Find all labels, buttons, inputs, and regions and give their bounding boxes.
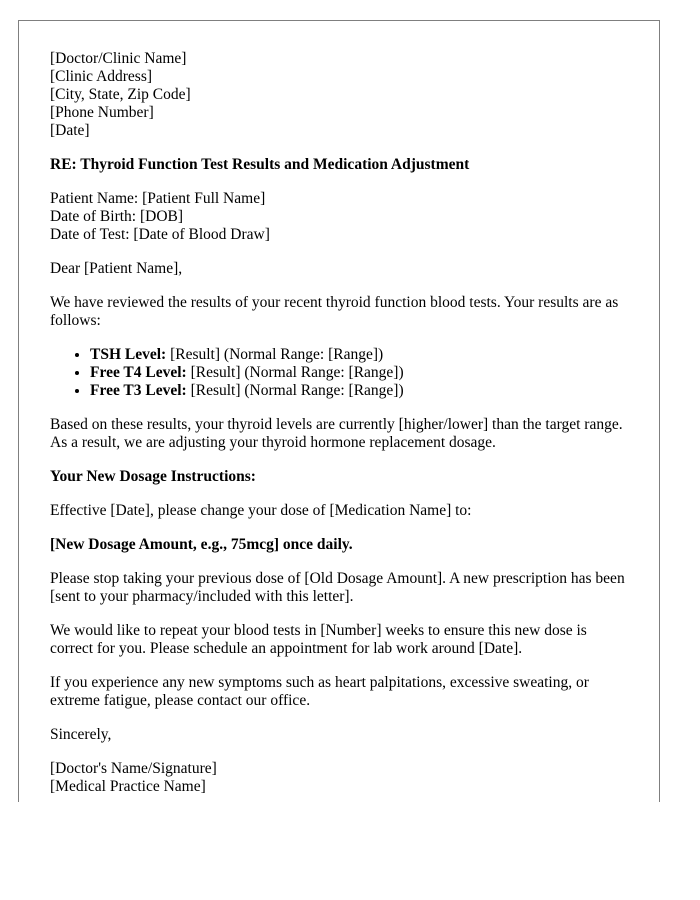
clinic-city-state-zip: [City, State, Zip Code] (50, 86, 191, 103)
letter-body (50, 50, 630, 796)
intro-paragraph: We have reviewed the results of your recent thyroid function blood tests. Your results are as follows: (50, 294, 619, 329)
result-value-free-t3: [Result] (Normal Range: [Range]) (186, 382, 404, 399)
effective-paragraph: Effective [Date], please change your dose of [Medication Name] to: (50, 502, 472, 519)
dosage-heading: Your New Dosage Instructions: (50, 468, 256, 485)
stop-previous-paragraph: Please stop taking your previous dose of [Old Dosage Amount]. A new prescription has been [sent to your pharmacy/included with this letter]. (50, 570, 625, 605)
subject-line: RE: Thyroid Function Test Results and Medication Adjustment (50, 156, 470, 173)
result-label-free-t3: Free T3 Level: (90, 382, 187, 399)
list-item (90, 364, 630, 382)
salutation: Dear [Patient Name], (50, 260, 183, 277)
assessment-paragraph: Based on these results, your thyroid levels are currently [higher/lower] than the target range. As a result, we are adjusting your thyroid hormone replacement dosage. (50, 416, 623, 451)
result-label-free-t4: Free T4 Level: (90, 364, 187, 381)
patient-dob: Date of Birth: [DOB] (50, 208, 184, 225)
result-label-tsh: TSH Level: (90, 346, 167, 363)
letterhead (50, 50, 630, 140)
clinic-address: [Clinic Address] (50, 68, 153, 85)
signature-block (50, 760, 630, 796)
results-list (50, 346, 630, 400)
list-item (90, 382, 630, 400)
patient-name: Patient Name: [Patient Full Name] (50, 190, 266, 207)
repeat-tests-paragraph: We would like to repeat your blood tests in [Number] weeks to ensure this new dose is correct for you. Please schedule an appointment for lab work around [Date]. (50, 622, 587, 657)
list-item (90, 346, 630, 364)
doctor-signature: [Doctor's Name/Signature] (50, 760, 217, 777)
clinic-name: [Doctor/Clinic Name] (50, 50, 187, 67)
practice-name: [Medical Practice Name] (50, 778, 206, 795)
patient-info (50, 190, 630, 244)
result-value-free-t4: [Result] (Normal Range: [Range]) (186, 364, 404, 381)
result-value-tsh: [Result] (Normal Range: [Range]) (166, 346, 384, 363)
new-dosage: [New Dosage Amount, e.g., 75mcg] once daily. (50, 536, 353, 553)
symptoms-paragraph: If you experience any new symptoms such as heart palpitations, excessive sweating, or extreme fatigue, please contact our office. (50, 674, 589, 709)
clinic-phone: [Phone Number] (50, 104, 154, 121)
letter-date: [Date] (50, 122, 90, 139)
letter-page (18, 20, 660, 802)
test-date: Date of Test: [Date of Blood Draw] (50, 226, 270, 243)
closing: Sincerely, (50, 726, 112, 743)
